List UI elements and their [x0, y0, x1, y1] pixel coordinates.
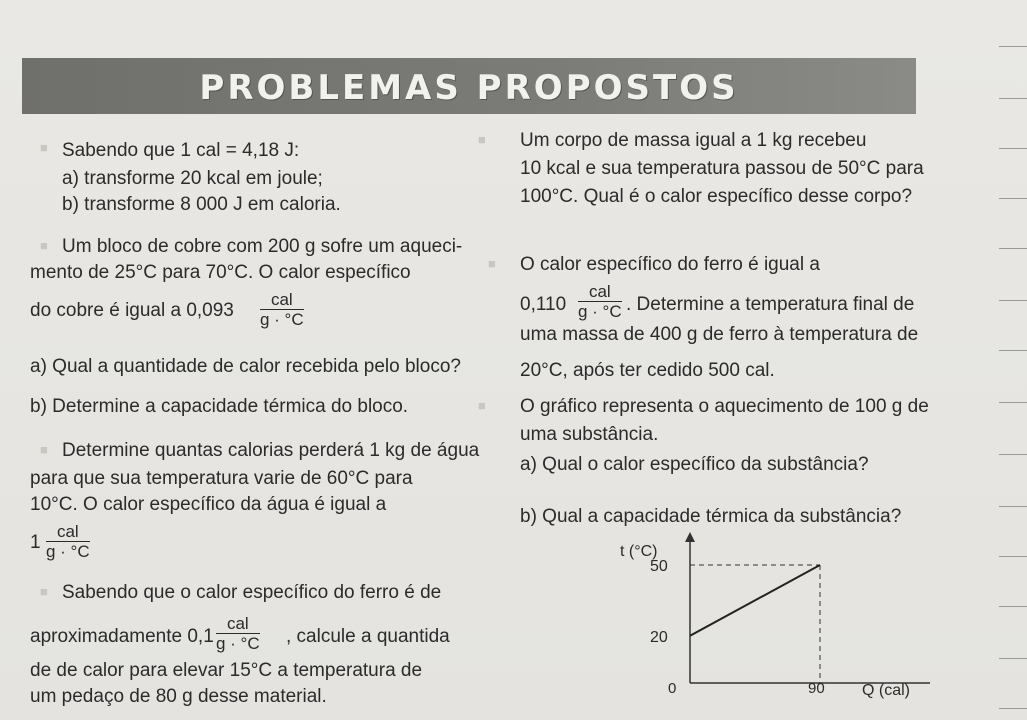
problem-number-marker: ■: [478, 398, 486, 413]
p7-line-1: O gráfico representa o aquecimento de 100 g de: [520, 396, 929, 417]
p4-line-3: de de calor para elevar 15°C a temperatura de: [30, 660, 423, 681]
p6-line-1: O calor específico do ferro é igual a: [520, 254, 820, 275]
p6-line-2b: . Determine a temperatura final de: [626, 294, 915, 315]
data-line: [690, 565, 820, 636]
unit-denominator: g · °C: [578, 302, 622, 321]
p3-line-3: 10°C. O calor específico da água é igual a: [30, 494, 387, 515]
unit-fraction: [578, 282, 622, 321]
p5-line-2: 10 kcal e sua temperatura passou de 50°C para: [520, 158, 924, 179]
unit-fraction: [216, 614, 260, 653]
unit-numerator: cal: [56, 522, 79, 541]
problem-number-marker: ■: [40, 442, 48, 457]
heating-chart: [600, 528, 930, 718]
p2-item-b: b) Determine a capacidade térmica do bloco.: [30, 396, 409, 417]
p3-line-2: para que sua temperatura varie de 60°C para: [30, 468, 413, 489]
unit-numerator: cal: [588, 282, 611, 301]
problem-number-marker: ■: [488, 256, 496, 271]
p4-line-2b: , calcule a quantida: [286, 626, 450, 647]
unit-denominator: g · °C: [260, 310, 304, 329]
unit-numerator: cal: [226, 614, 249, 633]
p1-item-b: b) transforme 8 000 J em caloria.: [62, 194, 341, 215]
x-tick-label: 90: [808, 680, 825, 697]
problem-number-marker: ■: [40, 584, 48, 599]
p7-item-a: a) Qual o calor específico da substância?: [520, 454, 869, 475]
p5-line-1: Um corpo de massa igual a 1 kg recebeu: [520, 130, 867, 151]
p3-line-4: 1: [30, 532, 41, 553]
problem-number-marker: ■: [40, 238, 48, 253]
unit-fraction: [46, 522, 90, 561]
p1-intro: Sabendo que 1 cal = 4,18 J:: [62, 140, 300, 161]
unit-fraction: [260, 290, 304, 329]
x-tick-label: 0: [668, 680, 677, 697]
p4-line-1: Sabendo que o calor específico do ferro é de: [62, 582, 442, 603]
section-title: PROBLEMAS PROPOSTOS: [199, 68, 739, 108]
p5-line-3: 100°C. Qual é o calor específico desse corpo?: [520, 186, 913, 207]
p6-line-4: 20°C, após ter cedido 500 cal.: [520, 360, 775, 381]
unit-denominator: g · °C: [46, 542, 90, 561]
p3-line-1: Determine quantas calorias perderá 1 kg de água: [62, 440, 480, 461]
p6-line-2a: 0,110: [520, 294, 567, 315]
y-axis-label: t (°C): [620, 543, 658, 560]
y-tick-label: 50: [650, 558, 668, 575]
section-banner: [22, 58, 916, 114]
y-tick-label: 20: [650, 628, 668, 646]
y-axis-arrow: [685, 532, 695, 542]
p4-line-4: um pedaço de 80 g desse material.: [30, 686, 327, 707]
unit-denominator: g · °C: [216, 634, 260, 653]
p2-line-1: Um bloco de cobre com 200 g sofre um aqueci-: [62, 236, 463, 257]
p2-line-3: do cobre é igual a 0,093: [30, 300, 234, 321]
p7-line-2: uma substância.: [520, 424, 659, 445]
p4-line-2a: aproximadamente 0,1: [30, 626, 214, 647]
p2-item-a: a) Qual a quantidade de calor recebida pelo bloco?: [30, 356, 461, 377]
p7-item-b: b) Qual a capacidade térmica da substância?: [520, 506, 902, 527]
p6-line-3: uma massa de 400 g de ferro à temperatura de: [520, 324, 919, 345]
unit-numerator: cal: [270, 290, 293, 309]
p2-line-2: mento de 25°C para 70°C. O calor específico: [30, 262, 411, 283]
p1-item-a: a) transforme 20 kcal em joule;: [62, 168, 323, 189]
x-axis-label: Q (cal): [862, 682, 910, 699]
problem-number-marker: ■: [40, 140, 48, 155]
problem-number-marker: ■: [478, 132, 486, 147]
